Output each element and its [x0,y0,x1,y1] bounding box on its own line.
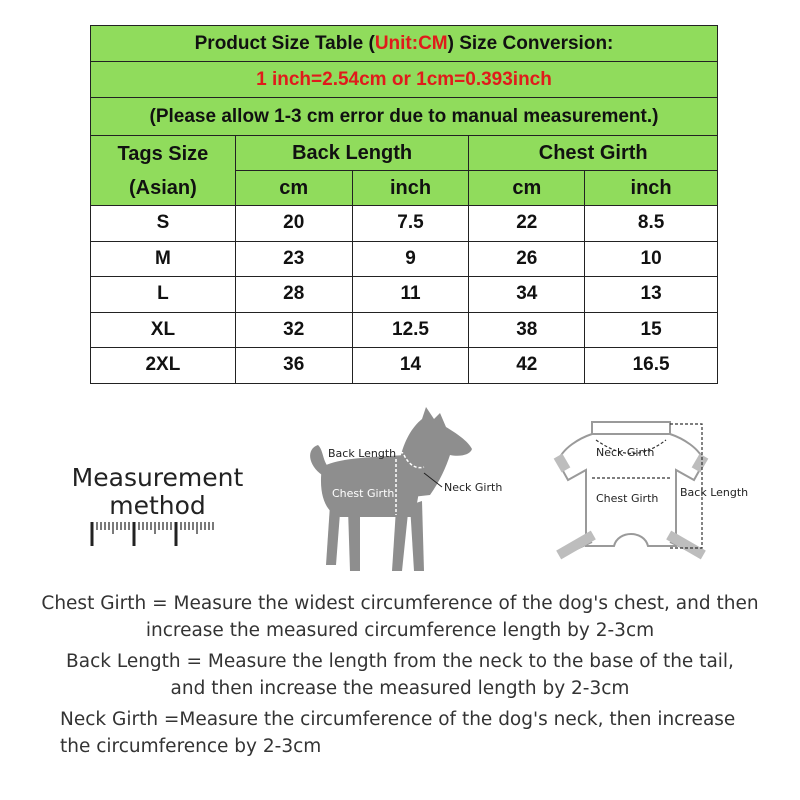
header-back-length: Back Length [235,136,469,171]
size-cell: S [91,206,236,242]
back-inch-cell: 11 [352,277,469,313]
back-cm-cell: 20 [235,206,352,242]
dog-back-length-label: Back Length [328,447,397,460]
chest-inch-cell: 10 [585,241,718,277]
size-table [90,25,718,384]
back-desc-line1: Back Length = Measure the length from the neck to the base of the tail, [66,651,734,672]
back-inch-cell: 7.5 [352,206,469,242]
chest-inch-cell: 16.5 [585,348,718,384]
shirt-chest-girth-label: Chest Girth [596,492,659,505]
table-title [91,26,718,62]
ruler-icon [88,518,228,550]
chest-inch-cell: 13 [585,277,718,313]
neck-girth-description [60,706,770,760]
back-inch-cell: 12.5 [352,312,469,348]
title-suffix: ) Size Conversion: [447,32,614,54]
method-line2: method [109,491,206,520]
dog-silhouette-icon [300,405,510,580]
table-row [91,348,718,384]
title-unit: Unit:CM [374,32,448,54]
table-row [91,277,718,313]
size-cell: XL [91,312,236,348]
chest-cm-cell: 22 [469,206,585,242]
chest-cm-cell: 38 [469,312,585,348]
back-desc-line2: and then increase the measured length by 2-3cm [170,678,630,699]
shirt-back-length-label: Back Length [680,486,749,499]
size-cell: L [91,277,236,313]
dog-shirt-diagram-icon [552,418,757,573]
table-row [91,241,718,277]
header-chest-inch: inch [585,171,718,206]
error-note: (Please allow 1-3 cm error due to manual measurement.) [91,98,718,136]
chest-inch-cell: 8.5 [585,206,718,242]
method-line1: Measurement [71,463,244,492]
back-cm-cell: 36 [235,348,352,384]
chest-inch-cell: 15 [585,312,718,348]
back-cm-cell: 23 [235,241,352,277]
neck-desc-line2: the circumference by 2-3cm [60,736,322,757]
measurement-method-label [70,464,245,520]
chest-desc-line1: Chest Girth = Measure the widest circumference of the dog's chest, and then [41,593,759,614]
size-cell: 2XL [91,348,236,384]
chest-desc-line2: increase the measured circumference length by 2-3cm [145,620,655,641]
dog-neck-girth-label: Neck Girth [444,481,503,494]
shirt-neck-girth-label: Neck Girth [596,446,655,459]
header-tags-line1: Tags Size [117,142,209,165]
header-tags-line2: (Asian) [129,176,197,199]
conversion-line: 1 inch=2.54cm or 1cm=0.393inch [91,62,718,98]
header-back-inch: inch [352,171,469,206]
back-cm-cell: 32 [235,312,352,348]
back-inch-cell: 9 [352,241,469,277]
chest-cm-cell: 42 [469,348,585,384]
table-row [91,206,718,242]
header-tags-size [91,136,236,206]
chest-cm-cell: 26 [469,241,585,277]
header-chest-cm: cm [469,171,585,206]
chest-girth-description [40,590,760,644]
header-chest-girth: Chest Girth [469,136,718,171]
back-inch-cell: 14 [352,348,469,384]
size-cell: M [91,241,236,277]
table-row [91,312,718,348]
header-back-cm: cm [235,171,352,206]
back-length-description [40,648,760,702]
chest-cm-cell: 34 [469,277,585,313]
neck-desc-line1: Neck Girth =Measure the circumference of the dog's neck, then increase [60,709,736,730]
title-prefix: Product Size Table ( [194,32,375,54]
back-cm-cell: 28 [235,277,352,313]
dog-chest-girth-label: Chest Girth [332,487,395,500]
